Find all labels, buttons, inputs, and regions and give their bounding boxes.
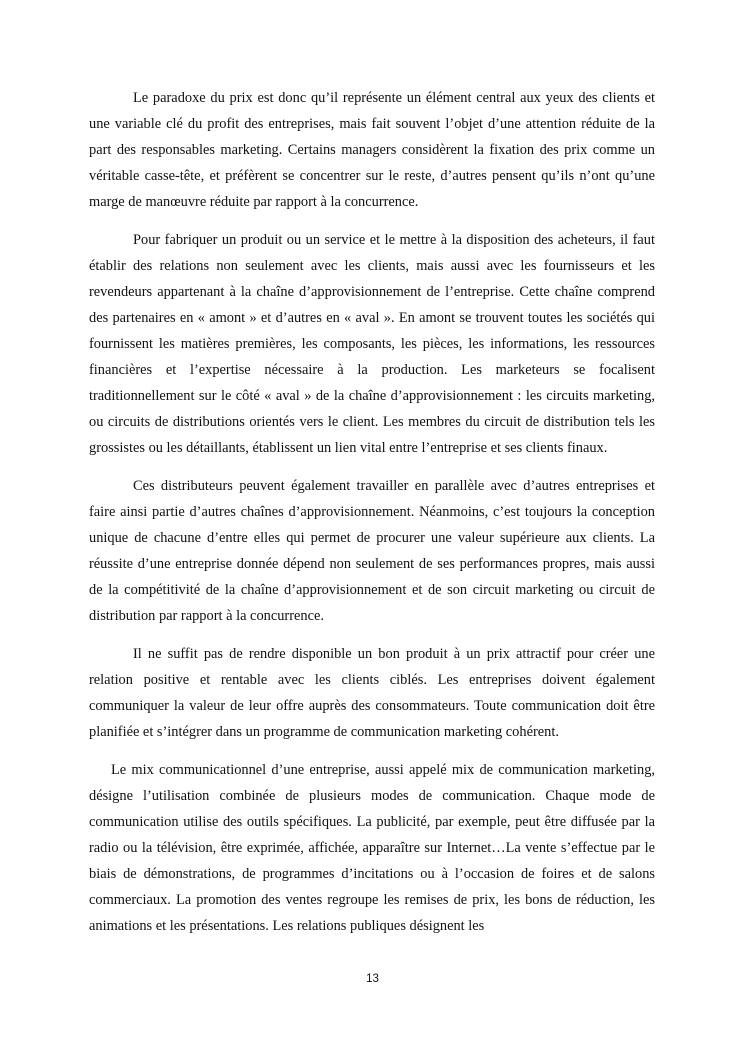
page-number: 13: [366, 973, 379, 985]
paragraph-communication: Il ne suffit pas de rendre disponible un bon produit à un prix attractif pour créer une relation positive et rentable avec les clients ciblés. Les entreprises doivent également communiquer la valeur de leur offre auprès des consommateurs. Toute communication doit être planifiée et s’intégrer dans un programme de communication marketing cohérent.: [89, 646, 655, 740]
paragraph-distributors: Ces distributeurs peuvent également travailler en parallèle avec d’autres entreprises et faire ainsi partie d’autres chaînes d’approvisionnement. Néanmoins, c’est toujours la conception unique de chacune d’entre elles qui permet de procurer une valeur supérieure aux clients. La réussite d’une entreprise donnée dépend non seulement de ses performances propres, mais aussi de la compétitivité de la chaîne d’approvisionnement et de son circuit marketing ou circuit de distribution par rapport à la concurrence.: [89, 478, 655, 624]
paragraph-communication-mix: Le mix communicationnel d’une entreprise, aussi appelé mix de communication marketing, désigne l’utilisation combinée de plusieurs modes de communication. Chaque mode de communication utilise des outils spécifiques. La publicité, par exemple, peut être diffusée par la radio ou la télévision, être exprimée, affichée, apparaître sur Internet…La vente s’effectue par le biais de démonstrations, de programmes d’incitations ou à l’occasion de foires et de salons commerciaux. La promotion des ventes regroupe les remises de prix, les bons de réduction, les animations et les présentations. Les relations publiques désignent les: [89, 762, 655, 934]
body-text: [89, 85, 655, 951]
paragraph-supply-chain: Pour fabriquer un produit ou un service et le mettre à la disposition des acheteurs, il faut établir des relations non seulement avec les clients, mais aussi avec les fournisseurs et les revendeurs appartenant à la chaîne d’approvisionnement de l’entreprise. Cette chaîne comprend des partenaires en « amont » et d’autres en « aval ». En amont se trouvent toutes les sociétés qui fournissent les matières premières, les composants, les pièces, les informations, les ressources financières et l’expertise nécessaire à la production. Les marketeurs se focalisent traditionnellement sur le côté « aval » de la chaîne d’approvisionnement : les circuits marketing, ou circuits de distributions orientés vers le client. Les membres du circuit de distribution tels les grossistes ou les détaillants, établissent un lien vital entre l’entreprise et ses clients finaux.: [89, 232, 655, 456]
paragraph-price-paradox: Le paradoxe du prix est donc qu’il représente un élément central aux yeux des clients et une variable clé du profit des entreprises, mais fait souvent l’objet d’une attention réduite de la part des responsables marketing. Certains managers considèrent la fixation des prix comme un véritable casse-tête, et préfèrent se concentrer sur le reste, d’autres pensent qu’ils n’ont qu’une marge de manœuvre réduite par rapport à la concurrence.: [89, 90, 655, 210]
